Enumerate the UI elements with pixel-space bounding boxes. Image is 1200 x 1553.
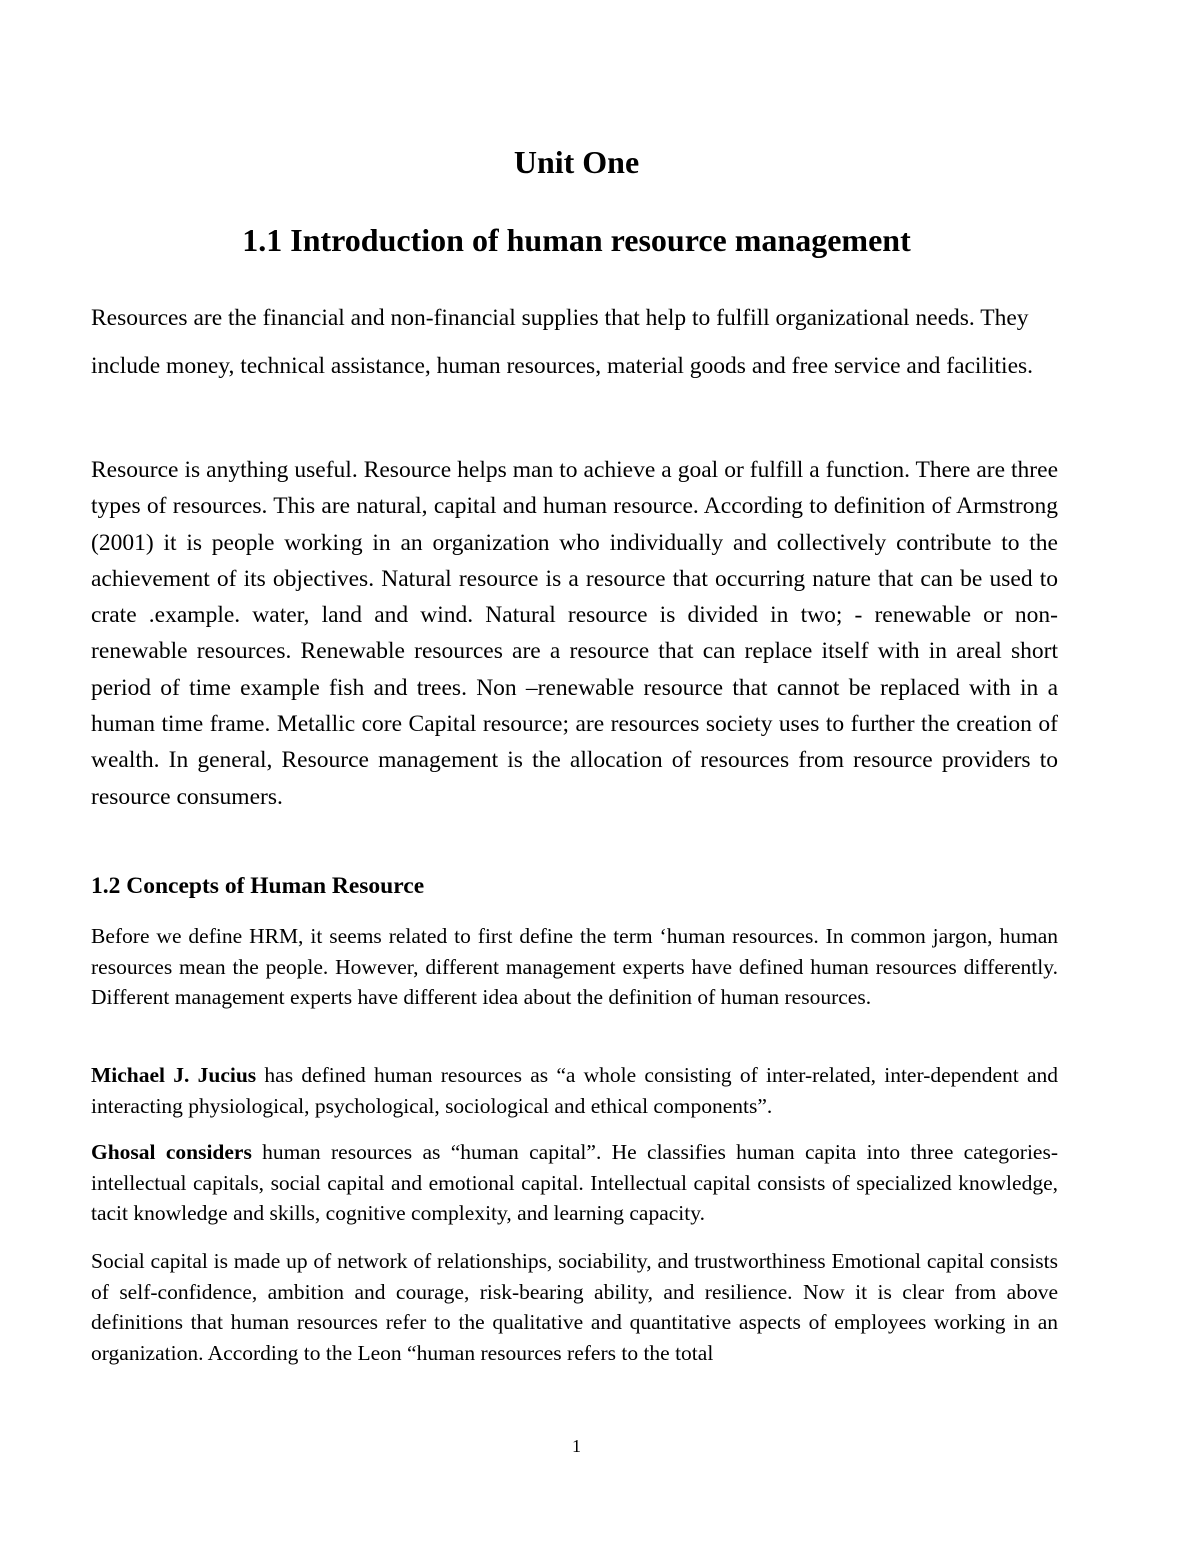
section-heading: 1.2 Concepts of Human Resource [91, 873, 425, 899]
paragraph-jucius-definition [91, 1060, 1058, 1121]
ghosal-definition-text: human resources as “human capital”. He classifies human capita into three categories-intellectual capitals, social capital and emotional capital. Intellectual capital consists of specialized knowledge, tacit knowledge and skills, cognitive complexity, and learning capacity. [91, 1140, 1058, 1226]
author-name-ghosal: Ghosal considers [91, 1140, 252, 1164]
paragraph-resources-definition: Resources are the financial and non-financial supplies that help to fulfill organizational needs. They include money, technical assistance, human resources, material goods and free service and facilities. [91, 305, 1034, 379]
author-name-jucius: Michael J. Jucius [91, 1063, 257, 1087]
paragraph-ghosal-definition [91, 1137, 1058, 1229]
paragraph-resource-types: Resource is anything useful. Resource helps man to achieve a goal or fulfill a function. There are three types of resources. This are natural, capital and human resource. According to definition of Armstrong (2001) it is people working in an organization who individually and collectively contribute to the achievement of its objectives. Natural resource is a resource that occurring nature that can be used to crate .example. water, land and wind. Natural resource is divided in two; - renewable or non-renewable resources. Renewable resources are a resource that can replace itself with in areal short period of time example fish and trees. Non –renewable resource that cannot be replaced with in a human time frame. Metallic core Capital resource; are resources society uses to further the creation of wealth. In general, Resource management is the allocation of resources from resource providers to resource consumers. [91, 457, 1058, 810]
main-heading: 1.1 Introduction of human resource management [242, 222, 911, 258]
jucius-definition-text: has defined human resources as “a whole consisting of inter-related, inter-dependent and interacting physiological, psychological, sociological and ethical components”. [91, 1063, 1058, 1118]
unit-title: Unit One [513, 144, 640, 180]
page-number: 1 [572, 1436, 581, 1456]
paragraph-before-define: Before we define HRM, it seems related to first define the term ‘human resources. In common jargon, human resources mean the people. However, different management experts have defined human resources differently. Different management experts have different idea about the definition of human resources. [91, 924, 1058, 1010]
paragraph-social-capital: Social capital is made up of network of relationships, sociability, and trustworthiness Emotional capital consists of self-confidence, ambition and courage, risk-bearing ability, and resilience. Now it is clear from above definitions that human resources refer to the qualitative and quantitative aspects of employees working in an organization. According to the Leon “human resources refers to the total [91, 1249, 1058, 1365]
